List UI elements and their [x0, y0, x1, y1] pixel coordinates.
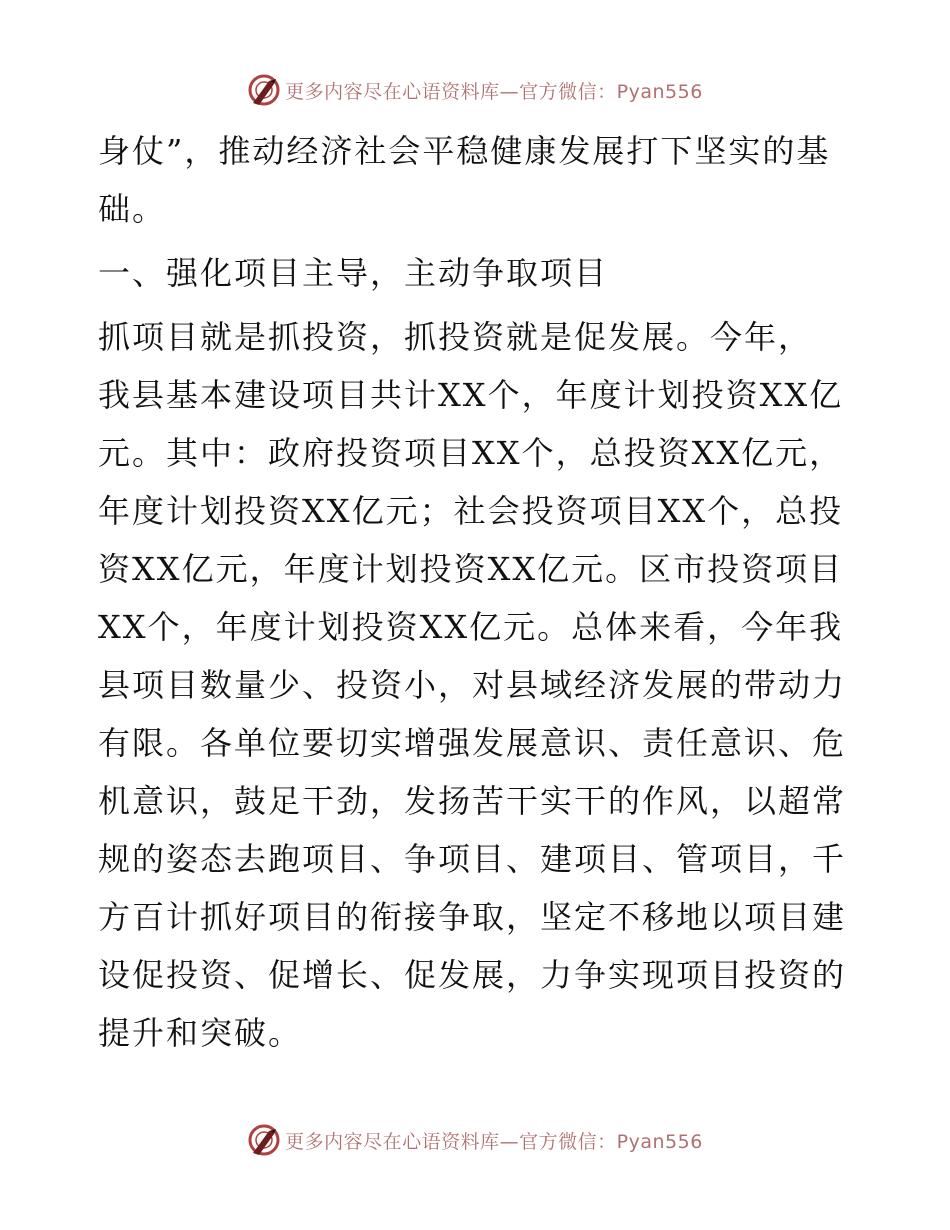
footer-banner	[0, 1120, 950, 1160]
header-banner	[0, 70, 950, 110]
body-line: 资XX亿元，年度计划投资XX亿元。区市投资项目	[98, 550, 844, 588]
body-line: 身仗”，推动经济社会平稳健康发展打下坚实的基	[98, 132, 831, 170]
section-heading: 一、强化项目主导，主动争取项目	[98, 254, 609, 292]
body-line: 规的姿态去跑项目、争项目、建项目、管项目，千	[98, 840, 847, 878]
body-line: 方百计抓好项目的衔接争取，坚定不移地以项目建	[98, 898, 847, 936]
body-line: 抓项目就是抓投资，抓投资就是促发展。今年，	[98, 318, 813, 356]
header-banner-text: 更多内容尽在心语资料库—官方微信：Pyan556	[285, 80, 703, 103]
body-line: 我县基本建设项目共计XX个，年度计划投资XX亿	[98, 376, 844, 414]
body-line: 县项目数量少、投资小，对县域经济发展的带动力	[98, 666, 847, 704]
body-line: 提升和突破。	[98, 1014, 303, 1052]
pen-circle-logo-icon	[247, 1123, 281, 1157]
body-line: 年度计划投资XX亿元；社会投资项目XX个，总投	[98, 492, 844, 530]
body-line: 有限。各单位要切实增强发展意识、责任意识、危	[98, 724, 847, 762]
body-line: 机意识，鼓足干劲，发扬苦干实干的作风，以超常	[98, 782, 847, 820]
body-line: XX个，年度计划投资XX亿元。总体来看，今年我	[98, 608, 844, 646]
document-body	[98, 122, 850, 1062]
body-line: 础。	[98, 190, 167, 228]
footer-banner-text: 更多内容尽在心语资料库—官方微信：Pyan556	[285, 1130, 703, 1153]
body-line: 元。其中：政府投资项目XX个，总投资XX亿元，	[98, 434, 844, 472]
body-line: 设促投资、促增长、促发展，力争实现项目投资的	[98, 956, 847, 994]
pen-circle-logo-icon	[247, 73, 281, 107]
